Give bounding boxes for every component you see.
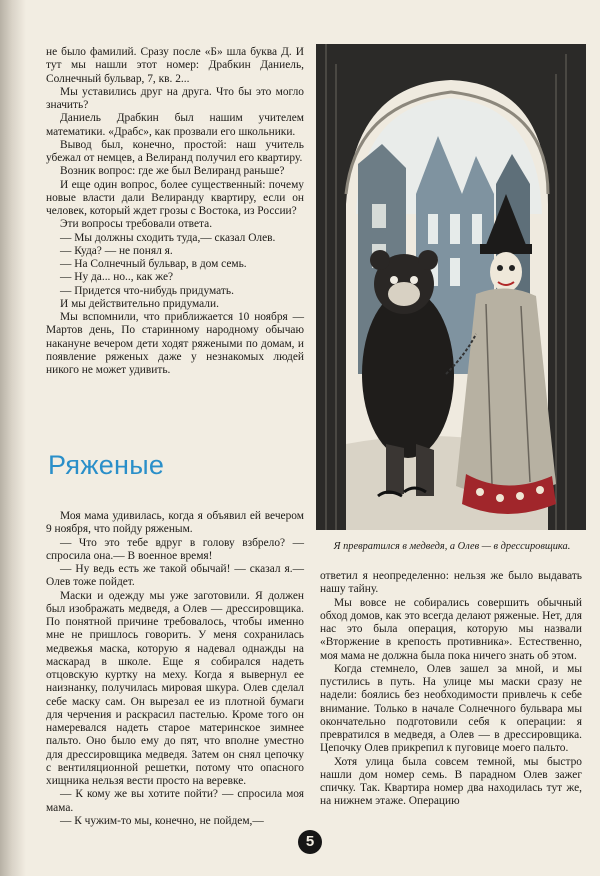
paragraph: — Что это тебе вдруг в голову взбрело? — спросила она.— В военное время! [46, 536, 304, 562]
paragraph: не было фамилий. Сразу после «Б» шла буква Д. И тут мы нашли этот номер: Драбкин Даниель, Солнечный бульвар, 7, кв. 2... [46, 46, 304, 85]
paragraph: И еще один вопрос, более существенный: почему новые власти дали Велиранду квартиру, если он человек, который ждет грозы с Востока, из России? [46, 178, 304, 217]
paragraph: И мы действительно придумали. [60, 297, 219, 310]
paragraph: — Ну ведь есть же такой обычай! — сказал я.— Олев тоже пойдет. [46, 563, 304, 589]
paragraph: Даниель Драбкин был нашим учителем математики. «Драбс», как прозвали его школьники. [46, 112, 304, 138]
paragraph: ответил я неопределенно: нельзя же было выдавать нашу тайну. [320, 570, 582, 596]
paragraph: Мы вспомнили, что приближается 10 ноября — Мартов день, По старинному народному обычаю накануне вечером дети ходят ряжеными по домам, и появление ряженых даже у незнакомых людей никого не может удивить. [46, 311, 304, 376]
text-column-left-bottom [46, 510, 304, 828]
paragraph: — К кому же вы хотите пойти? — спросила моя мама. [46, 788, 304, 814]
paragraph: Вывод был, конечно, простой: наш учитель убежал от немцев, а Велиранд получил его квартиру. [46, 138, 304, 164]
paragraph: — Ну да... но.., как же? [60, 271, 174, 284]
page-number: 5 [298, 830, 322, 854]
chapter-heading: Ряженые [48, 450, 165, 480]
paragraph: Маски и одежду мы уже заготовили. Я должен был изображать медведя, а Олев — дрессировщика. По понятной причине требовалось, чтобы именно мне не пришлось говорить. У меня сохранилась медвежья маска, которую я надевал однажды на маскарад в школе. Еще я собирался надеть отцовскую куртку на меху. Когда я вывернул ее наизнанку, получилась мировая шкура. Олев сделал себе маску сам. Он вырезал ее из плотной бумаги для черчения и раскрасил пастелью. Кроме того он намеревался надеть старое материнское зимнее пальто. Оно было ему до пят, что вполне уместно для дрессировщика медведя. Затем он снял цепочку с вентиляционной решетки, потому что опасного хищника нельзя вести просто на веревке. [46, 589, 304, 787]
binding-shadow [0, 0, 26, 876]
paragraph: Возник вопрос: где же был Велиранд раньше? [60, 165, 285, 178]
text-column-left-top [46, 46, 304, 377]
paragraph: — Куда? — не понял я. [60, 244, 173, 257]
illustration-caption: Я превратился в медведя, а Олев — в дрессировщика. [333, 541, 571, 552]
text-column-right-bottom [320, 570, 582, 809]
paragraph: Когда стемнело, Олев зашел за мной, и мы пустились в путь. На улице мы маски сразу не надели: боялись без необходимости привлечь к себе внимание. Только в начале Солнечного бульвара мы окончательно подготовили себя к операции: я превратился в медведя, а Олев — в дрессировщика. Цепочку Олев прикрепил к пуговице моего пальто. [320, 662, 582, 755]
paragraph: Мы уставились друг на друга. Что бы это могло значить? [46, 85, 304, 111]
paragraph: Моя мама удивилась, когда я объявил ей вечером 9 ноября, что пойду ряженым. [46, 510, 304, 536]
paragraph: — Придется что-нибудь придумать. [60, 284, 234, 297]
illustration-bear-and-trainer [316, 44, 586, 530]
paragraph: — Мы должны сходить туда,— сказал Олев. [60, 231, 276, 244]
paragraph: Хотя улица была совсем темной, мы быстро нашли дом номер семь. В парадном Олев зажег спичку. Так. Квартира номер два находилась тут же, на нижнем этаже. Операцию [320, 755, 582, 808]
paragraph: — К чужим-то мы, конечно, не пойдем,— [60, 814, 264, 827]
paragraph: — На Солнечный бульвар, в дом семь. [60, 258, 247, 270]
paragraph: Эти вопросы требовали ответа. [60, 218, 213, 231]
paragraph: Мы вовсе не собирались совершить обычный обход домов, как это всегда делают ряженые. Нет, для нас это была операция, которую мы назвали «Вторжение в крепость противника». Естественно, моя мама не должна была пока ничего знать об этом. [320, 596, 582, 662]
